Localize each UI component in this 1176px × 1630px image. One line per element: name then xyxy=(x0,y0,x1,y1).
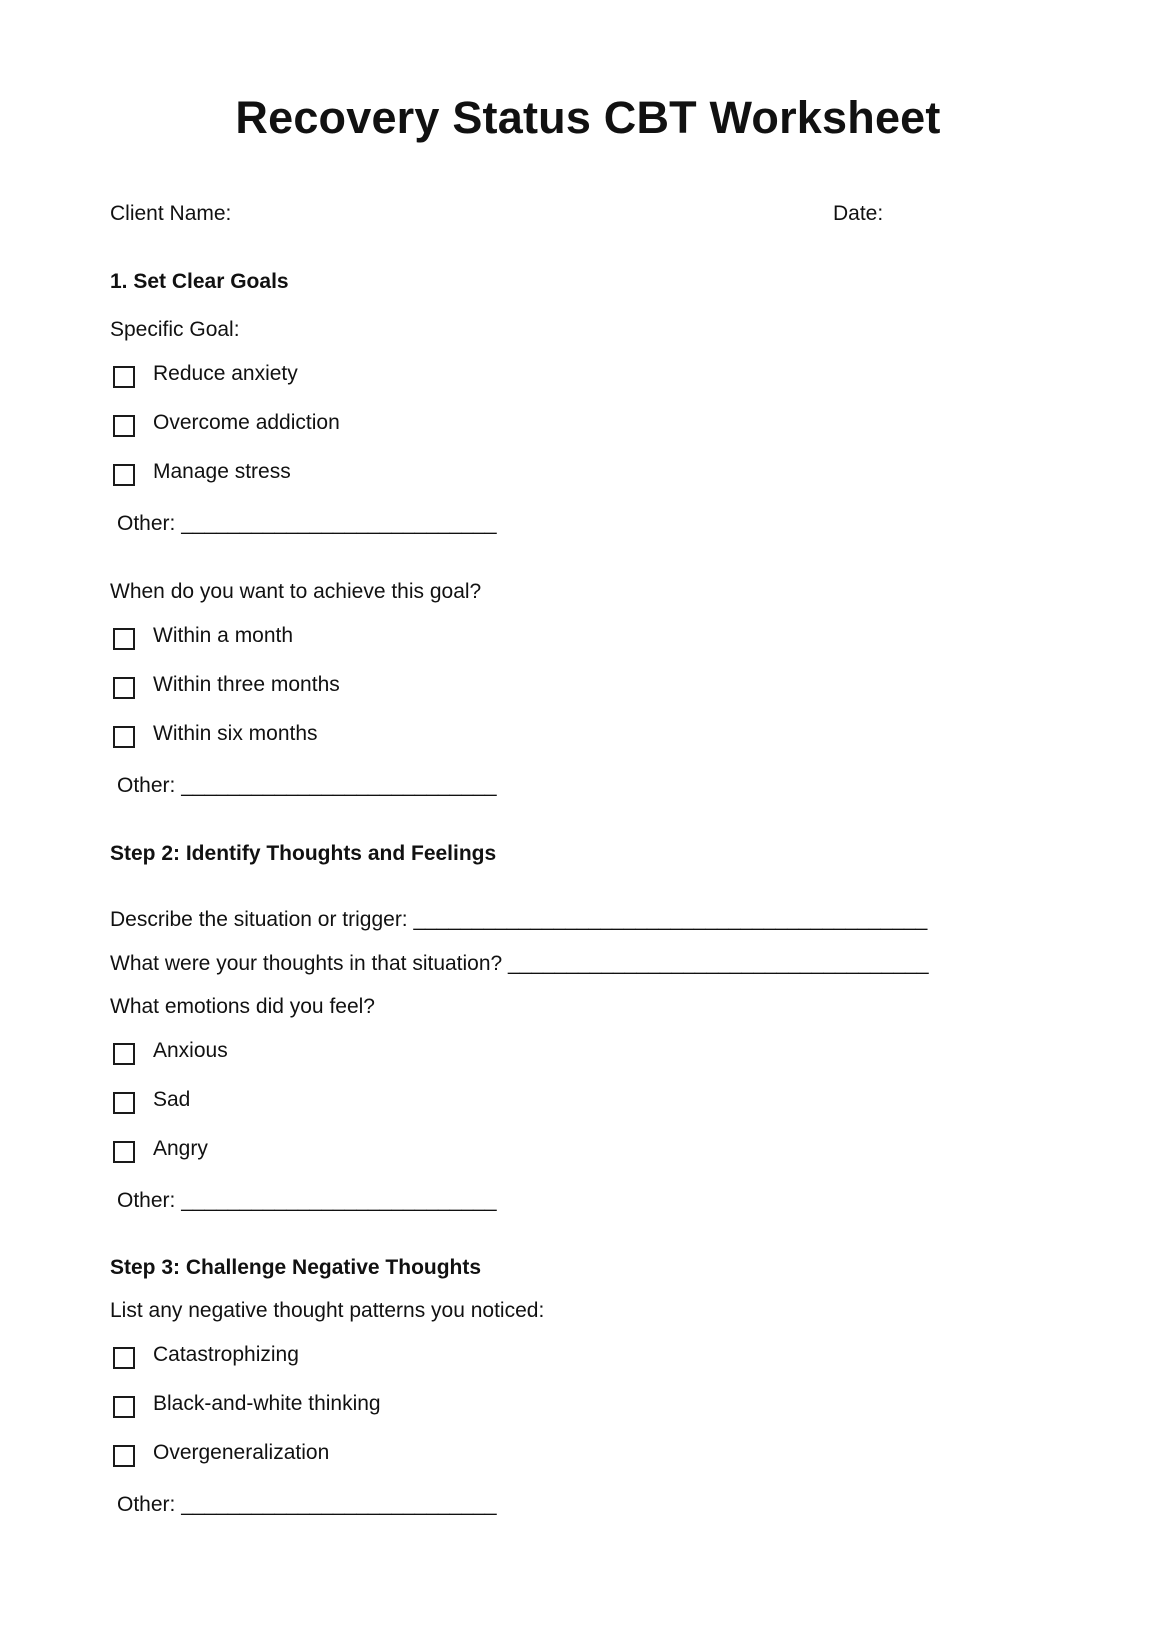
worksheet-title: Recovery Status CBT Worksheet xyxy=(235,92,941,143)
emotion-sad-checkbox[interactable] xyxy=(113,1092,135,1114)
pattern-other-field[interactable]: Other: ___________________________ xyxy=(117,1493,497,1516)
goal-reduce-anxiety-checkbox[interactable] xyxy=(113,366,135,388)
pattern-overgeneralization-checkbox[interactable] xyxy=(113,1445,135,1467)
goal-option-label: Reduce anxiety xyxy=(153,362,298,385)
section-1-heading: 1. Set Clear Goals xyxy=(110,270,289,293)
client-name-label: Client Name: xyxy=(110,202,232,225)
emotion-option-label: Sad xyxy=(153,1088,191,1111)
patterns-question: List any negative thought patterns you noticed: xyxy=(110,1299,545,1322)
pattern-option-label: Black-and-white thinking xyxy=(153,1392,381,1415)
emotions-question: What emotions did you feel? xyxy=(110,995,375,1018)
thoughts-field[interactable]: What were your thoughts in that situation? ____________________________________ xyxy=(110,952,929,975)
pattern-black-white-checkbox[interactable] xyxy=(113,1396,135,1418)
date-label: Date: xyxy=(833,202,884,225)
emotion-option-label: Anxious xyxy=(153,1039,228,1062)
timeline-option-label: Within six months xyxy=(153,722,318,745)
emotion-other-field[interactable]: Other: ___________________________ xyxy=(117,1189,497,1212)
goal-other-field[interactable]: Other: ___________________________ xyxy=(117,512,497,535)
emotion-option-label: Angry xyxy=(153,1137,208,1160)
pattern-option-label: Catastrophizing xyxy=(153,1343,299,1366)
goal-option-label: Manage stress xyxy=(153,460,291,483)
timeline-other-field[interactable]: Other: ___________________________ xyxy=(117,774,497,797)
timeline-three-months-checkbox[interactable] xyxy=(113,677,135,699)
timeline-six-months-checkbox[interactable] xyxy=(113,726,135,748)
goal-manage-stress-checkbox[interactable] xyxy=(113,464,135,486)
section-2-heading: Step 2: Identify Thoughts and Feelings xyxy=(110,842,497,865)
section-3-heading: Step 3: Challenge Negative Thoughts xyxy=(110,1256,482,1279)
situation-field[interactable]: Describe the situation or trigger: ____________________________________________ xyxy=(110,908,928,931)
timeline-month-checkbox[interactable] xyxy=(113,628,135,650)
pattern-option-label: Overgeneralization xyxy=(153,1441,330,1464)
goal-option-label: Overcome addiction xyxy=(153,411,340,434)
emotion-anxious-checkbox[interactable] xyxy=(113,1043,135,1065)
specific-goal-label: Specific Goal: xyxy=(110,318,240,341)
pattern-catastrophizing-checkbox[interactable] xyxy=(113,1347,135,1369)
emotion-angry-checkbox[interactable] xyxy=(113,1141,135,1163)
goal-overcome-addiction-checkbox[interactable] xyxy=(113,415,135,437)
timeline-option-label: Within three months xyxy=(153,673,340,696)
timeline-question: When do you want to achieve this goal? xyxy=(110,580,482,603)
timeline-option-label: Within a month xyxy=(153,624,294,647)
